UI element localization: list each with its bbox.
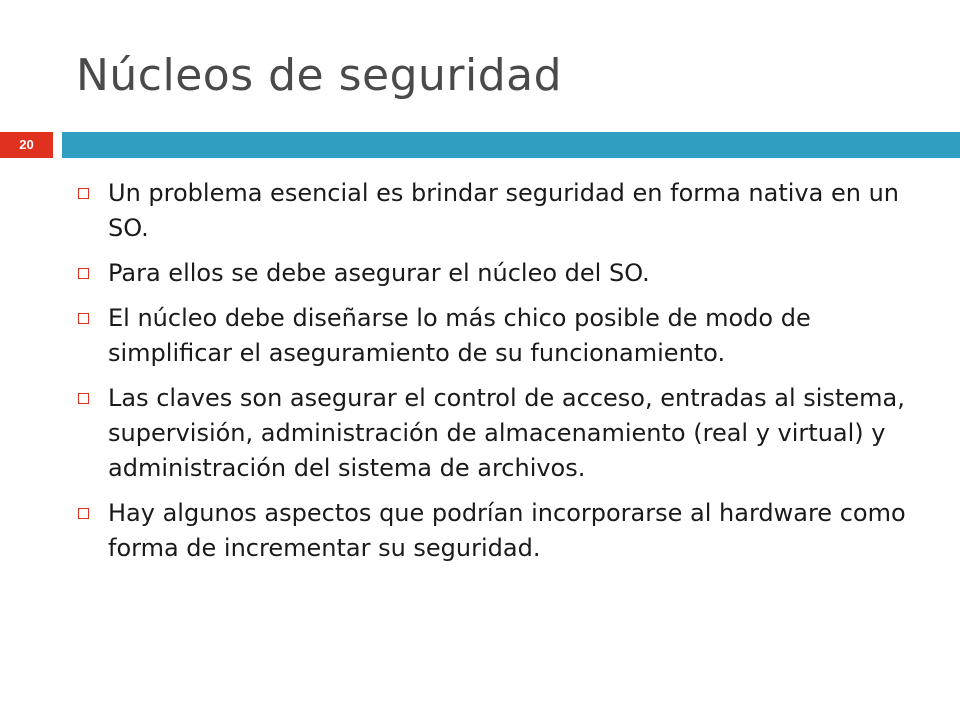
bullet-text: Las claves son asegurar el control de acceso, entradas al sistema, supervisión, administración de almacenamiento (real y virtual) y administración del sistema de archivos. xyxy=(108,384,905,482)
page-number-badge: 20 xyxy=(0,132,53,158)
header-accent-bar xyxy=(62,132,960,158)
bullet-text: Un problema esencial es brindar seguridad en forma nativa en un SO. xyxy=(108,179,899,242)
bullet-item xyxy=(76,301,936,371)
bullet-item xyxy=(76,176,936,246)
bullet-item xyxy=(76,496,936,566)
bullet-text: Para ellos se debe asegurar el núcleo del SO. xyxy=(108,259,650,287)
hollow-square-icon xyxy=(78,508,89,519)
hollow-square-icon xyxy=(78,268,89,279)
hollow-square-icon xyxy=(78,393,89,404)
hollow-square-icon xyxy=(78,188,89,199)
bullet-item xyxy=(76,381,936,486)
bullet-list xyxy=(76,176,936,576)
bullet-item xyxy=(76,256,936,291)
hollow-square-icon xyxy=(78,313,89,324)
bullet-text: Hay algunos aspectos que podrían incorporarse al hardware como forma de incrementar su seguridad. xyxy=(108,499,906,562)
slide-title: Núcleos de seguridad xyxy=(76,50,563,101)
bullet-text: El núcleo debe diseñarse lo más chico posible de modo de simplificar el aseguramiento de su funcionamiento. xyxy=(108,304,811,367)
